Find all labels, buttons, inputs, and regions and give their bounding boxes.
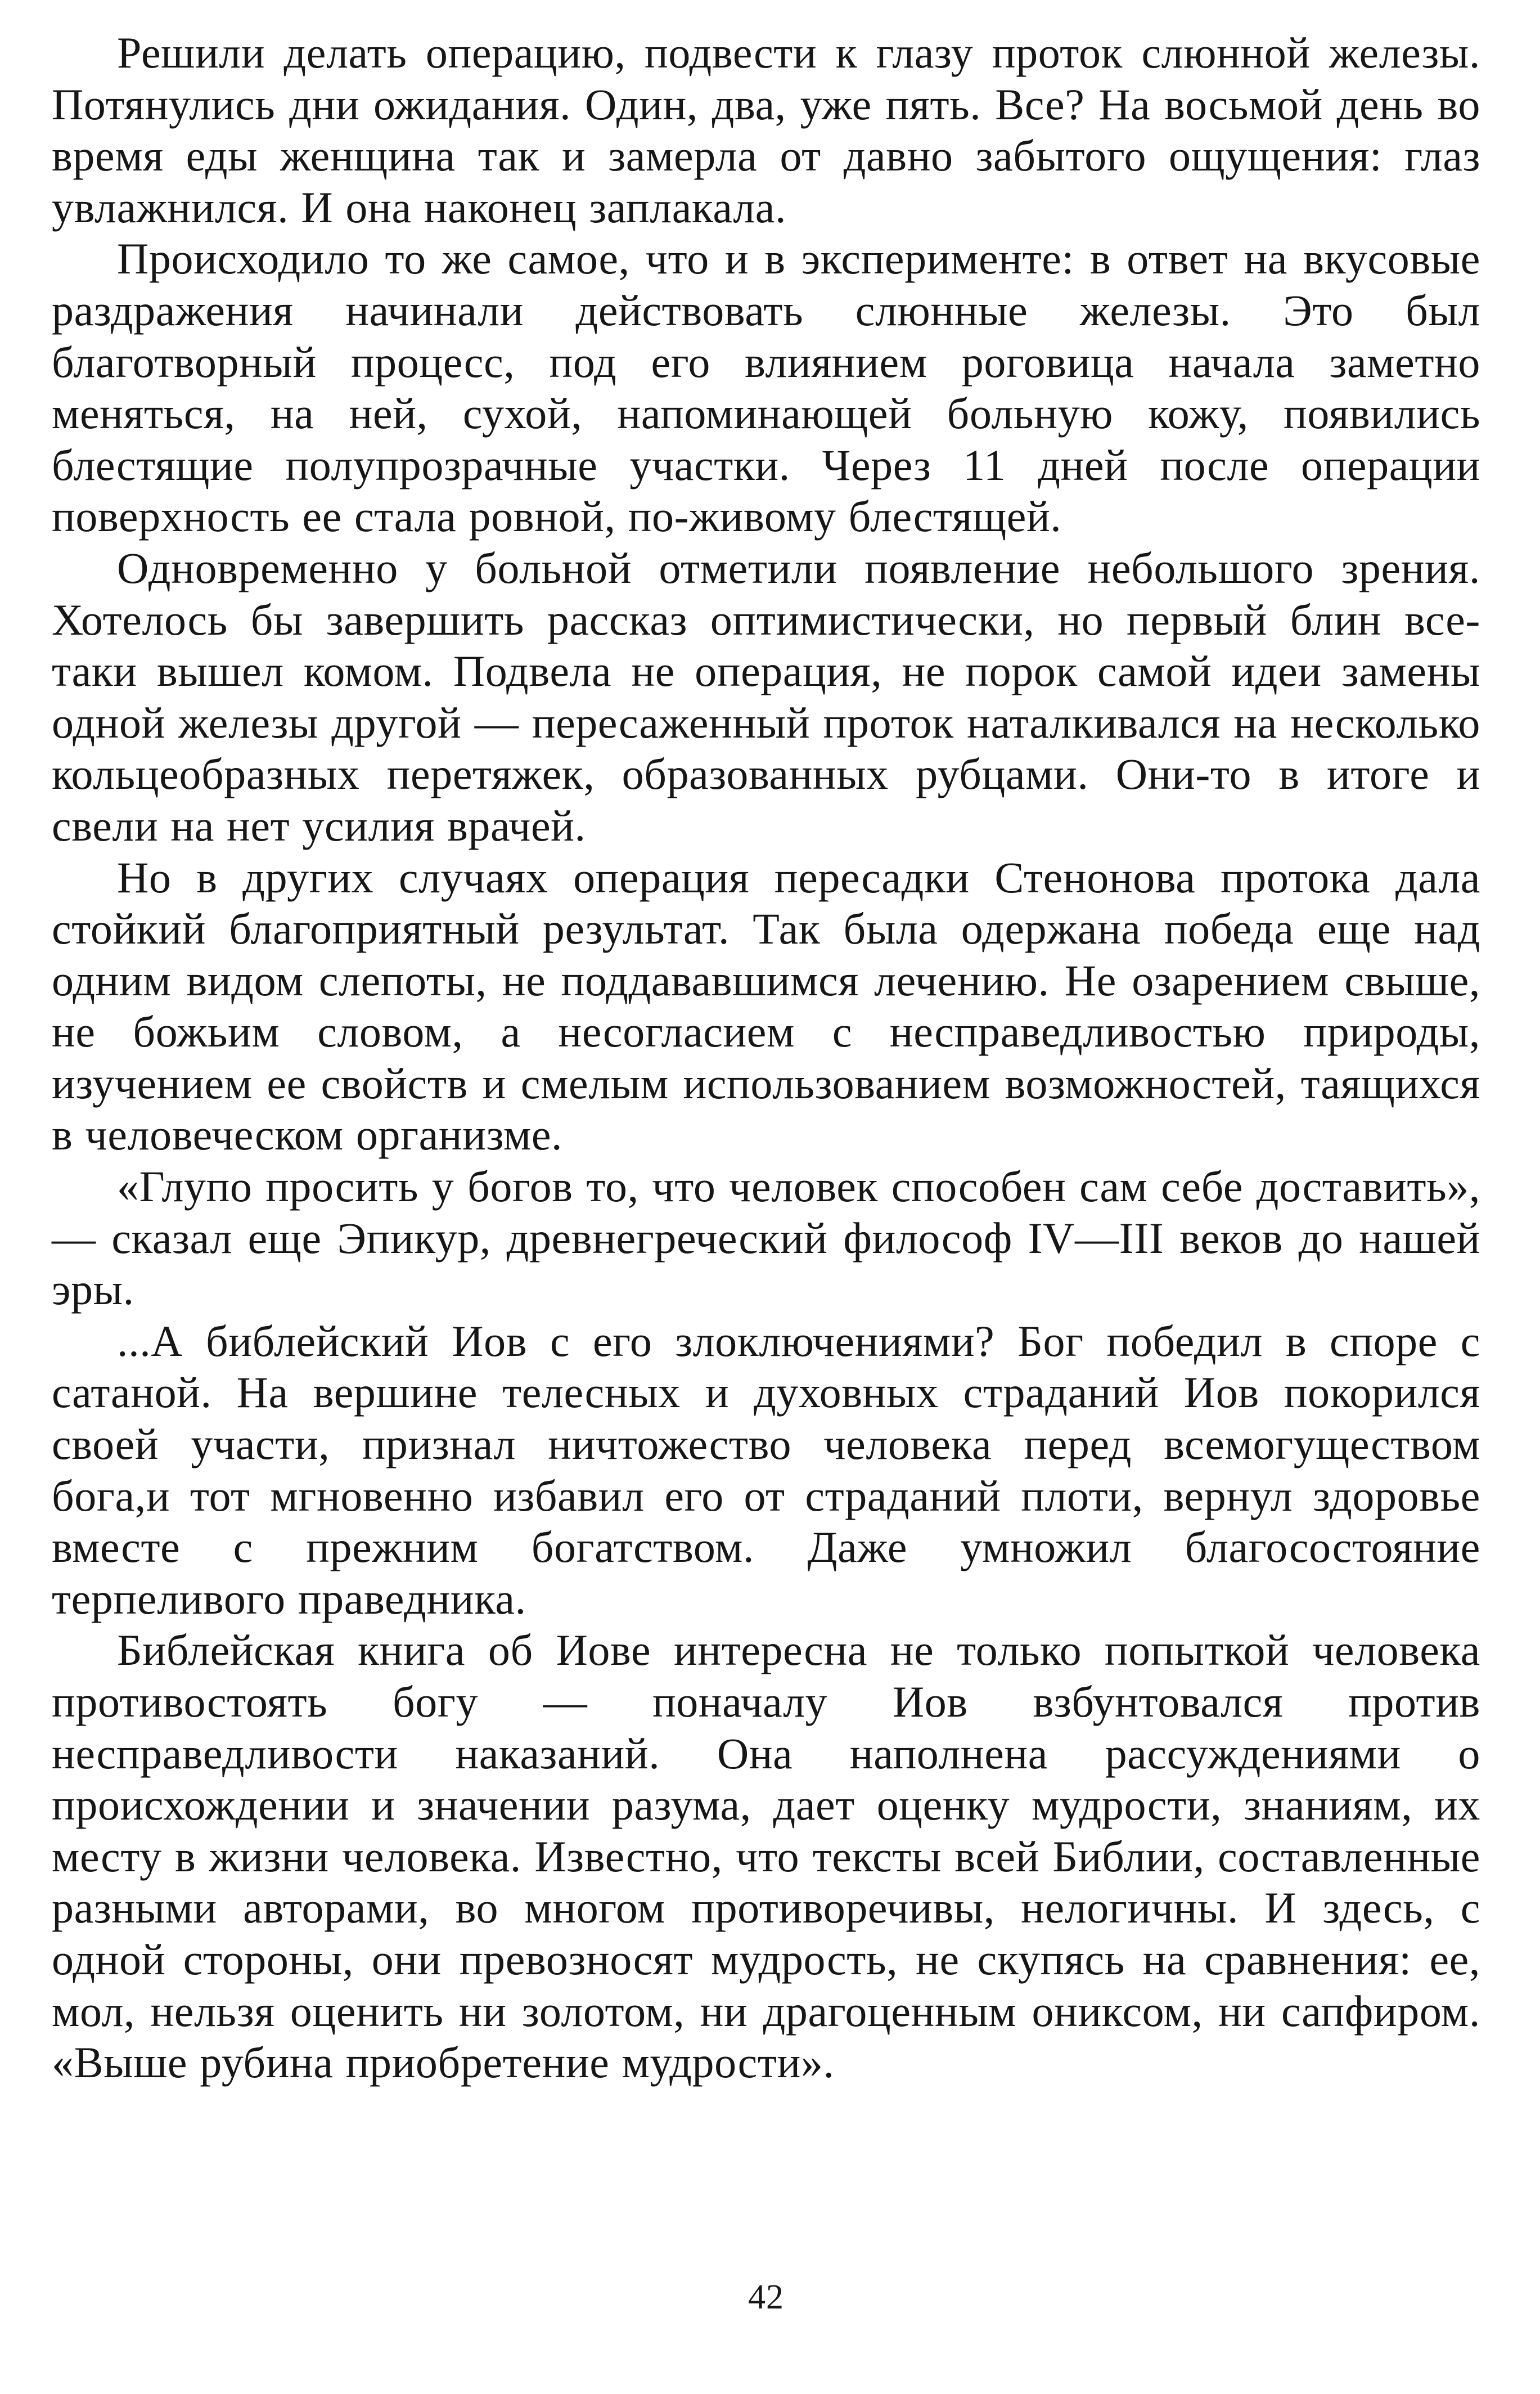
page-number: 42 bbox=[748, 2278, 784, 2316]
paragraph: Происходило то же самое, что и в эксперименте: в ответ на вкусовые раздражения начинали действовать слюнные железы. Это был благотворный процесс, под его влиянием роговица начала заметно меняться, на ней, сухой, напоминающей больную кожу, появились блестящие полупрозрачные участки. Через 11 дней после операции поверхность ее стала ровной, по-живому блестящей. bbox=[52, 234, 1480, 541]
book-page bbox=[52, 27, 1480, 2368]
paragraph: Решили делать операцию, подвести к глазу проток слюнной железы. Потянулись дни ожидания. Один, два, уже пять. Все? На восьмой день во время еды женщина так и замерла от давно забытого ощущения: глаз увлажнился. И она наконец заплакала. bbox=[52, 28, 1480, 232]
paragraph: ...А библейский Иов с его злоключениями? Бог победил в споре с сатаной. На вершине телесных и духовных страданий Иов покорился своей участи, признал ничтожество человека перед всемогуществом бога,и тот мгновенно избавил его от страданий плоти, вернул здоровье вместе с прежним богатством. Даже умножил благосостояние терпеливого праведника. bbox=[52, 1316, 1480, 1623]
paragraph: Библейская книга об Иове интересна не только попыткой человека противостоять богу — поначалу Иов взбунтовался против несправедливости наказаний. Она наполнена рассуждениями о происхождении и значении разума, дает оценку мудрости, знаниям, их месту в жизни человека. Известно, что тексты всей Библии, составленные разными авторами, во многом противоречивы, нелогичны. И здесь, с одной стороны, они превозносят мудрость, не скупясь на сравнения: ее, мол, нельзя оценить ни золотом, ни драгоценным ониксом, ни сапфиром. «Выше рубина приобретение мудрости». bbox=[52, 1625, 1480, 2087]
body-text bbox=[52, 27, 1480, 2088]
paragraph: Одновременно у больной отметили появление небольшого зрения. Хотелось бы завершить рассказ оптимистически, но первый блин все-таки вышел комом. Подвела не операция, не порок самой идеи замены одной железы другой — пересаженный проток наталкивался на несколько кольцеобразных перетяжек, образованных рубцами. Они-то в итоге и свели на нет усилия врачей. bbox=[52, 543, 1480, 850]
paragraph: «Глупо просить у богов то, что человек способен сам себе доставить»,— сказал еще Эпикур, древнегреческий философ IV—III веков до нашей эры. bbox=[52, 1162, 1480, 1314]
paragraph: Но в других случаях операция пересадки Стенонова протока дала стойкий благоприятный результат. Так была одержана победа еще над одним видом слепоты, не поддававшимся лечению. Не озарением свыше, не божьим словом, а несогласием с несправедливостью природы, изучением ее свойств и смелым использованием возможностей, таящихся в человеческом организме. bbox=[52, 852, 1480, 1160]
